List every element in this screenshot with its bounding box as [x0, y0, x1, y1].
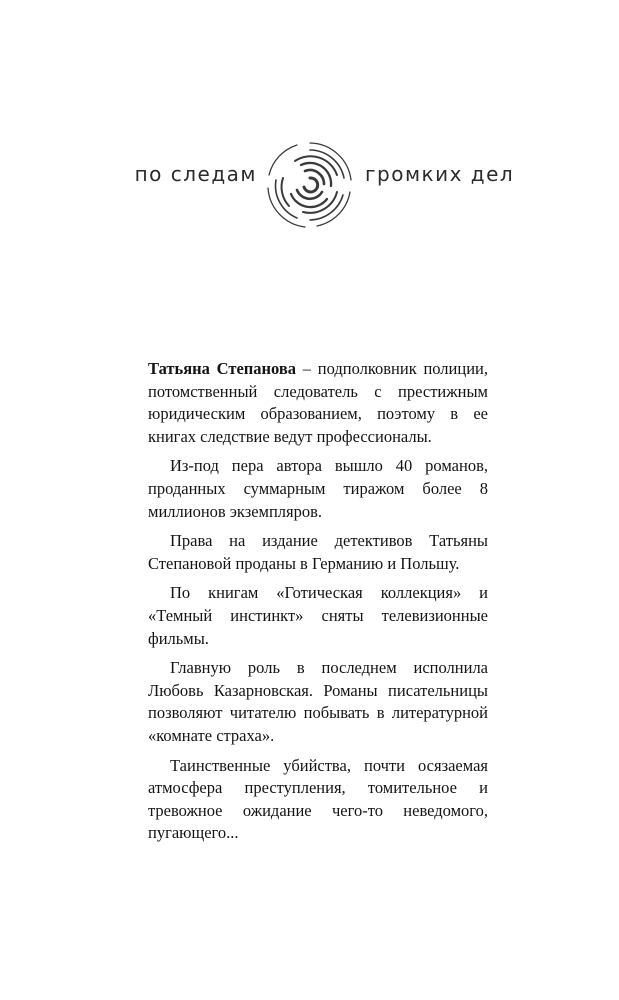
spiral-circles-icon — [265, 140, 355, 230]
series-title-right: громких дел — [365, 162, 515, 186]
intro-paragraph — [148, 358, 488, 448]
author-description — [148, 358, 488, 852]
author-name: Татьяна Степанова — [148, 359, 297, 378]
intro-text: – подполковник полиции, потомственный следователь с престижным юридическим образованием, поэтому в ее книгах следствие ведут профессионалы. — [148, 359, 488, 446]
paragraph-novels: Из-под пера автора вышло 40 романов, проданных суммарным тиражом более 8 миллионов экземпляров. — [148, 456, 488, 521]
series-title-left: по следам — [134, 162, 257, 186]
series-header — [0, 140, 619, 230]
paragraph-atmosphere: Таинственные убийства, почти осязаемая атмосфера преступления, томительное и тревожное ожидание чего-то неведомого, пугающего... — [148, 755, 488, 843]
paragraph-rights: Права на издание детективов Татьяны Степановой проданы в Германию и Польшу. — [148, 531, 488, 573]
paragraph-role: Главную роль в последнем исполнила Любовь Казарновская. Романы писательницы позволяют читателю побывать в литературной «комнате страха». — [148, 658, 488, 745]
paragraph-films: По книгам «Готическая коллекция» и «Темный инстинкт» сняты телевизионные фильмы. — [148, 583, 488, 648]
